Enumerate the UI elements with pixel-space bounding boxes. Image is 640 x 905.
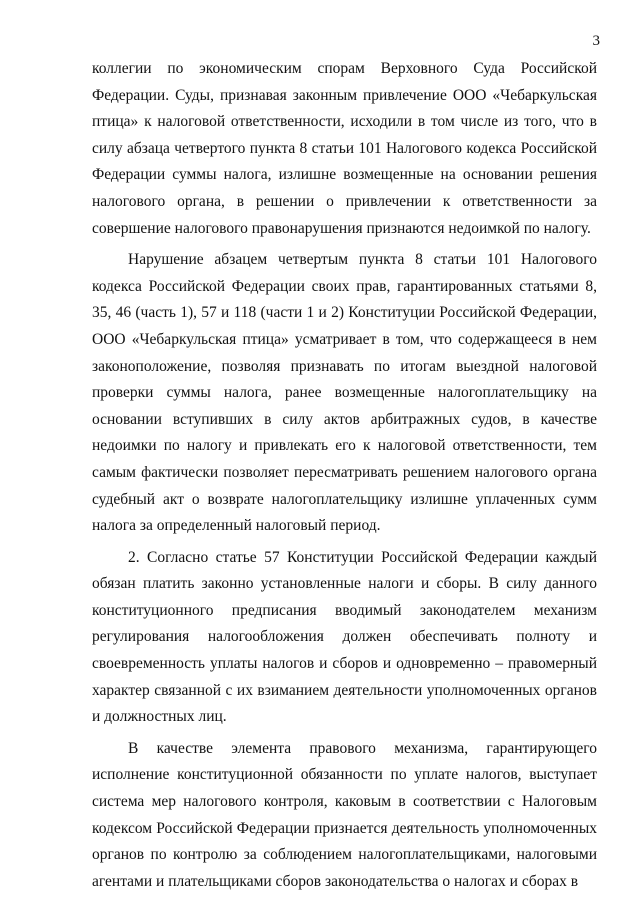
page-number: 3 [592,33,600,49]
paragraph-continuation: коллегии по экономическим спорам Верховного Суда Российской Федерации. Суды, признавая законным привлечение ООО «Чебаркульская птица» к налоговой ответственности, исходили в том числе из того, что в силу абзаца четвертого пункта 8 статьи 101 Налогового кодекса Российской Федерации суммы налога, излишне возмещенные на основании решения налогового органа, в решении о привлечении к ответственности за совершение налогового правонарушения признаются недоимкой по налогу. [92,60,597,237]
document-body [92,56,597,895]
paragraph-tax-control: В качестве элемента правового механизма, гарантирующего исполнение конституционной обязанности по уплате налогов, выступает система мер налогового контроля, каковым в соответствии с Налоговым кодексом Российской Федерации признается деятельность уполномоченных органов по контролю за соблюдением налогоплательщиками, налоговыми агентами и плательщиками сборов законодательства о налогах и сборах в [92,739,597,890]
paragraph-complaint: Нарушение абзацем четвертым пункта 8 статьи 101 Налогового кодекса Российской Федерации своих прав, гарантированных статьями 8, 35, 46 (часть 1), 57 и 118 (части 1 и 2) Конституции Российской Федерации, ООО «Чебаркульская птица» усматривает в том, что содержащееся в нем законоположение, позволяя признавать по итогам выездной налоговой проверки суммы налога, ранее возмещенные налогоплательщику на основании вступивших в силу актов арбитражных судов, в качестве недоимки по налогу и привлекать его к налоговой ответственности, тем самым фактически позволяет пересматривать решением налогового органа судебный акт о возврате налогоплательщику излишне уплаченных сумм налога за определенный налоговый период. [92,251,597,535]
paragraph-article-57: 2. Согласно статье 57 Конституции Российской Федерации каждый обязан платить законно установленные налоги и сборы. В силу данного конституционного предписания вводимый законодателем механизм регулирования налогообложения должен обеспечивать полноту и своевременность уплаты налогов и сборов и одновременно – правомерный характер связанной с их взиманием деятельности уполномоченных органов и должностных лиц. [92,548,597,726]
